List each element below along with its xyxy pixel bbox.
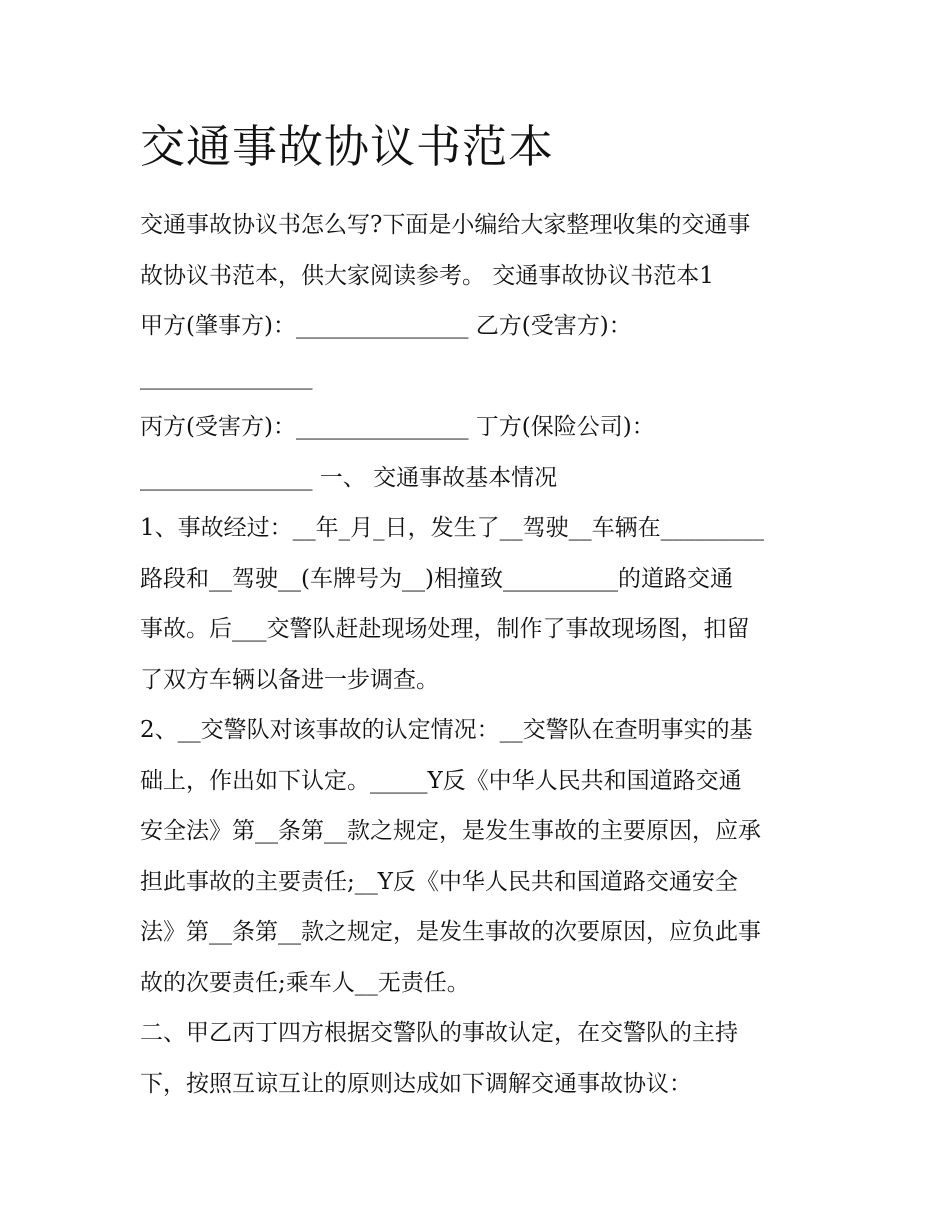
party-line: 丙方(受害方)：_______________ 丁方(保险公司)： xyxy=(140,414,655,440)
document-body xyxy=(140,200,810,1109)
body-line: 二、甲乙丙丁四方根据交警队的事故认定，在交警队的主持 xyxy=(140,1020,738,1046)
body-line: 安全法》第__条第__款之规定，是发生事故的主要原因，应承 xyxy=(140,818,761,844)
body-line: 故的次要责任;乘车人__无责任。 xyxy=(140,969,470,996)
blank-line: _______________ xyxy=(140,363,313,390)
body-line: 2、__交警队对该事故的认定情况：__交警队在查明事实的基 xyxy=(140,717,753,743)
body-line: 事故。后___交警队赶赴现场处理，制作了事故现场图，扣留 xyxy=(140,616,750,642)
body-line: 担此事故的主要责任;__Y反《中华人民共和国道路交通安全 xyxy=(140,868,738,895)
document-title: 交通事故协议书范本 xyxy=(140,120,555,173)
body-line: 下，按照互谅互让的原则达成如下调解交通事故协议： xyxy=(140,1070,692,1097)
section-heading-line: _______________ 一、 交通事故基本情况 xyxy=(140,464,558,491)
body-line: 础上，作出如下认定。_____Y反《中华人民共和国道路交通 xyxy=(140,767,742,794)
body-line: 法》第__条第__款之规定，是发生事故的次要原因，应负此事 xyxy=(140,919,761,945)
party-line: 甲方(肇事方)：_______________ 乙方(受害方)： xyxy=(140,313,632,339)
body-line: 路段和__驾驶__(车牌号为__)相撞致__________的道路交通 xyxy=(140,565,733,592)
body-line: 交通事故协议书怎么写?下面是小编给大家整理收集的交通事 xyxy=(140,212,751,238)
document-page xyxy=(140,112,810,1109)
body-line: 了双方车辆以备进一步调查。 xyxy=(140,666,439,693)
body-line: 1、事故经过：__年_月_日，发生了__驾驶__车辆在_________ xyxy=(140,515,765,541)
body-line: 故协议书范本，供大家阅读参考。 交通事故协议书范本1 xyxy=(140,262,714,289)
